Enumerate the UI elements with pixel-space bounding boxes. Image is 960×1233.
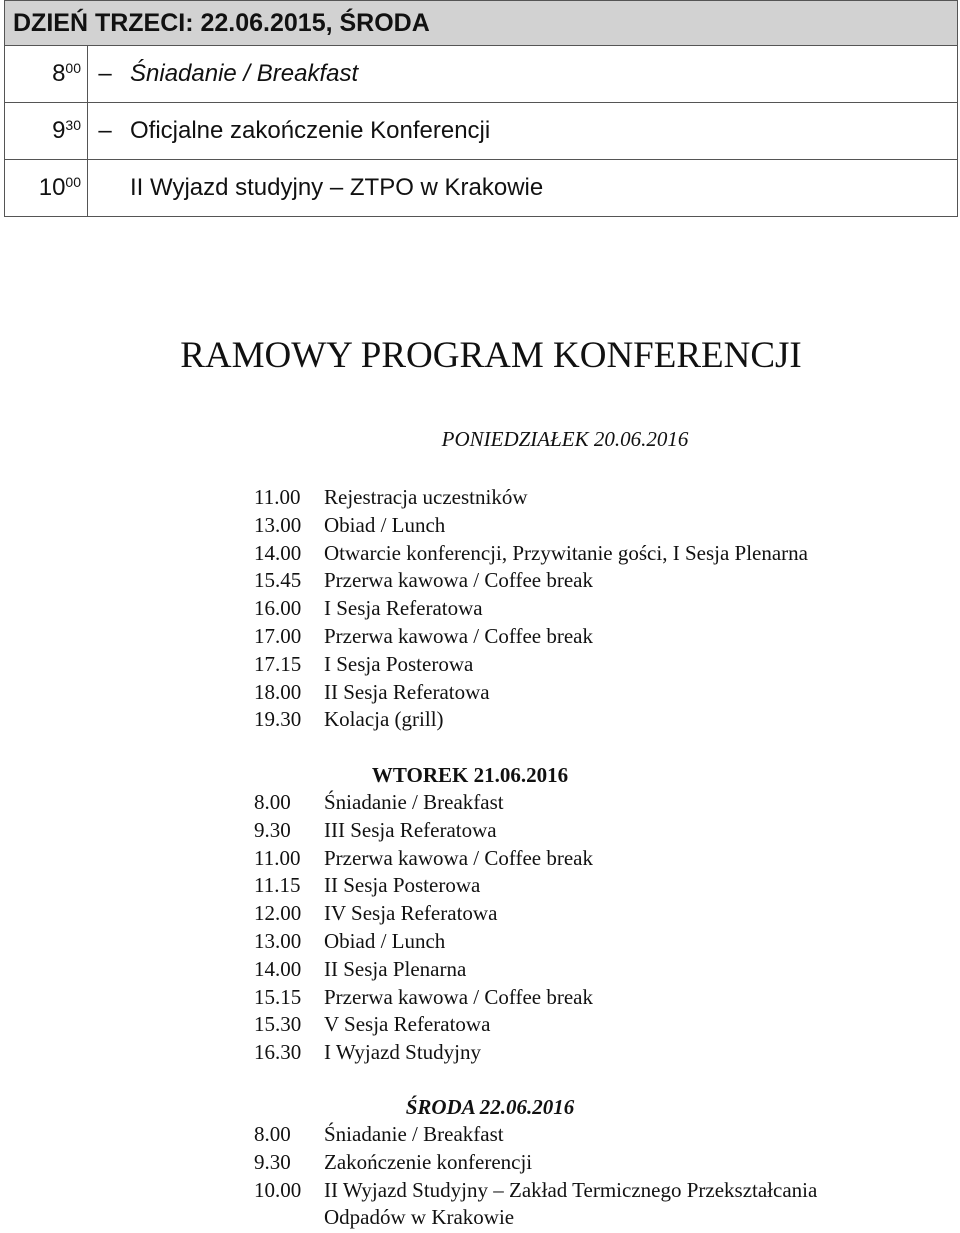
item-text: III Sesja Referatowa [324, 817, 497, 842]
item-time: 14.00 [254, 956, 302, 981]
dash-cell: – [88, 46, 123, 103]
item-time: 15.15 [254, 984, 302, 1009]
minutes: 00 [65, 60, 81, 76]
table-heading: DZIEŃ TRZECI: 22.06.2015, ŚRODA [5, 1, 958, 46]
item-time: 10.00 [254, 1177, 302, 1202]
schedule-item [254, 567, 808, 595]
item-time: 11.15 [254, 873, 301, 898]
item-time: 13.00 [254, 512, 302, 537]
item-text: V Sesja Referatowa [324, 1012, 491, 1037]
item-text: I Sesja Referatowa [324, 596, 483, 621]
schedule-tuesday [254, 789, 593, 1067]
item-text: Śniadanie / Breakfast [324, 1122, 504, 1146]
schedule-item [254, 956, 593, 984]
schedule-item [254, 484, 808, 512]
item-text: Śniadanie / Breakfast [324, 790, 504, 814]
table-row [5, 160, 958, 217]
item-time: 16.00 [254, 596, 302, 621]
event-cell: Śniadanie / Breakfast [122, 46, 958, 103]
day-three-table [4, 0, 958, 217]
schedule-item [254, 512, 808, 540]
day-heading-tuesday: WTOREK 21.06.2016 [371, 763, 569, 787]
table-heading-row [5, 1, 958, 46]
hour: 10 [38, 174, 66, 201]
item-text: I Sesja Posterowa [324, 651, 474, 676]
minutes: 30 [65, 117, 81, 133]
item-text: Zakończenie konferencji [324, 1149, 533, 1174]
item-time: 19.30 [254, 707, 302, 732]
time-cell [5, 103, 88, 160]
schedule-monday [254, 484, 808, 734]
item-text: Przerwa kawowa / Coffee break [324, 845, 593, 870]
schedule-item [254, 1011, 593, 1039]
schedule-item [254, 845, 593, 873]
item-text: Rejestracja uczestników [324, 485, 528, 509]
time-cell [5, 160, 88, 217]
day-heading-monday: PONIEDZIAŁEK 20.06.2016 [441, 427, 689, 451]
item-text: I Wyjazd Studyjny [324, 1040, 481, 1065]
item-time: 14.00 [254, 540, 302, 565]
schedule-item [254, 1039, 593, 1067]
program-title: RAMOWY PROGRAM KONFERENCJI [180, 335, 802, 376]
schedule-wednesday [254, 1121, 894, 1232]
schedule-item [254, 1177, 894, 1233]
table-row [5, 103, 958, 160]
item-text: Otwarcie konferencji, Przywitanie gości, I Sesja Plenarna [324, 540, 808, 565]
item-time: 11.00 [254, 485, 301, 509]
item-time: 12.00 [254, 901, 302, 926]
item-text: II Sesja Posterowa [324, 873, 481, 898]
table-row [5, 46, 958, 103]
item-text: Obiad / Lunch [324, 512, 446, 537]
hour: 9 [52, 117, 66, 144]
dash-cell [88, 160, 123, 217]
schedule-item [254, 817, 593, 845]
item-text: Kolacja (grill) [324, 707, 444, 732]
event-cell: Oficjalne zakończenie Konferencji [122, 103, 958, 160]
schedule-item [254, 623, 808, 651]
item-text: Przerwa kawowa / Coffee break [324, 623, 593, 648]
item-text: Obiad / Lunch [324, 928, 446, 953]
item-time: 8.00 [254, 790, 291, 814]
schedule-item [254, 540, 808, 568]
item-time: 8.00 [254, 1122, 291, 1146]
schedule-item [254, 651, 808, 679]
item-time: 9.30 [254, 817, 291, 842]
item-time: 17.15 [254, 651, 302, 676]
schedule-item [254, 789, 593, 817]
schedule-item [254, 595, 808, 623]
item-text: Przerwa kawowa / Coffee break [324, 568, 593, 593]
schedule-item [254, 1121, 894, 1149]
item-text: IV Sesja Referatowa [324, 901, 498, 926]
day-heading-wednesday: ŚRODA 22.06.2016 [405, 1095, 575, 1119]
dash-cell: – [88, 103, 123, 160]
item-time: 13.00 [254, 928, 302, 953]
item-time: 9.30 [254, 1149, 291, 1174]
schedule-item [254, 679, 808, 707]
schedule-item [254, 872, 593, 900]
minutes: 00 [65, 174, 81, 190]
event-cell: II Wyjazd studyjny – ZTPO w Krakowie [122, 160, 958, 217]
item-text: Przerwa kawowa / Coffee break [324, 984, 593, 1009]
schedule-item [254, 900, 593, 928]
schedule-item [254, 706, 808, 734]
item-time: 17.00 [254, 623, 302, 648]
item-time: 16.30 [254, 1040, 302, 1065]
item-time: 15.30 [254, 1012, 302, 1037]
time-cell [5, 46, 88, 103]
item-text: II Sesja Referatowa [324, 679, 490, 704]
schedule-item [254, 928, 593, 956]
schedule-item [254, 984, 593, 1012]
hour: 8 [52, 60, 66, 87]
item-time: 11.00 [254, 845, 301, 870]
item-time: 18.00 [254, 679, 302, 704]
item-text: II Sesja Plenarna [324, 956, 467, 981]
item-time: 15.45 [254, 568, 302, 593]
item-text: II Wyjazd Studyjny – Zakład Termicznego Przekształcania Odpadów w Krakowie [324, 1177, 818, 1230]
schedule-item [254, 1149, 894, 1177]
